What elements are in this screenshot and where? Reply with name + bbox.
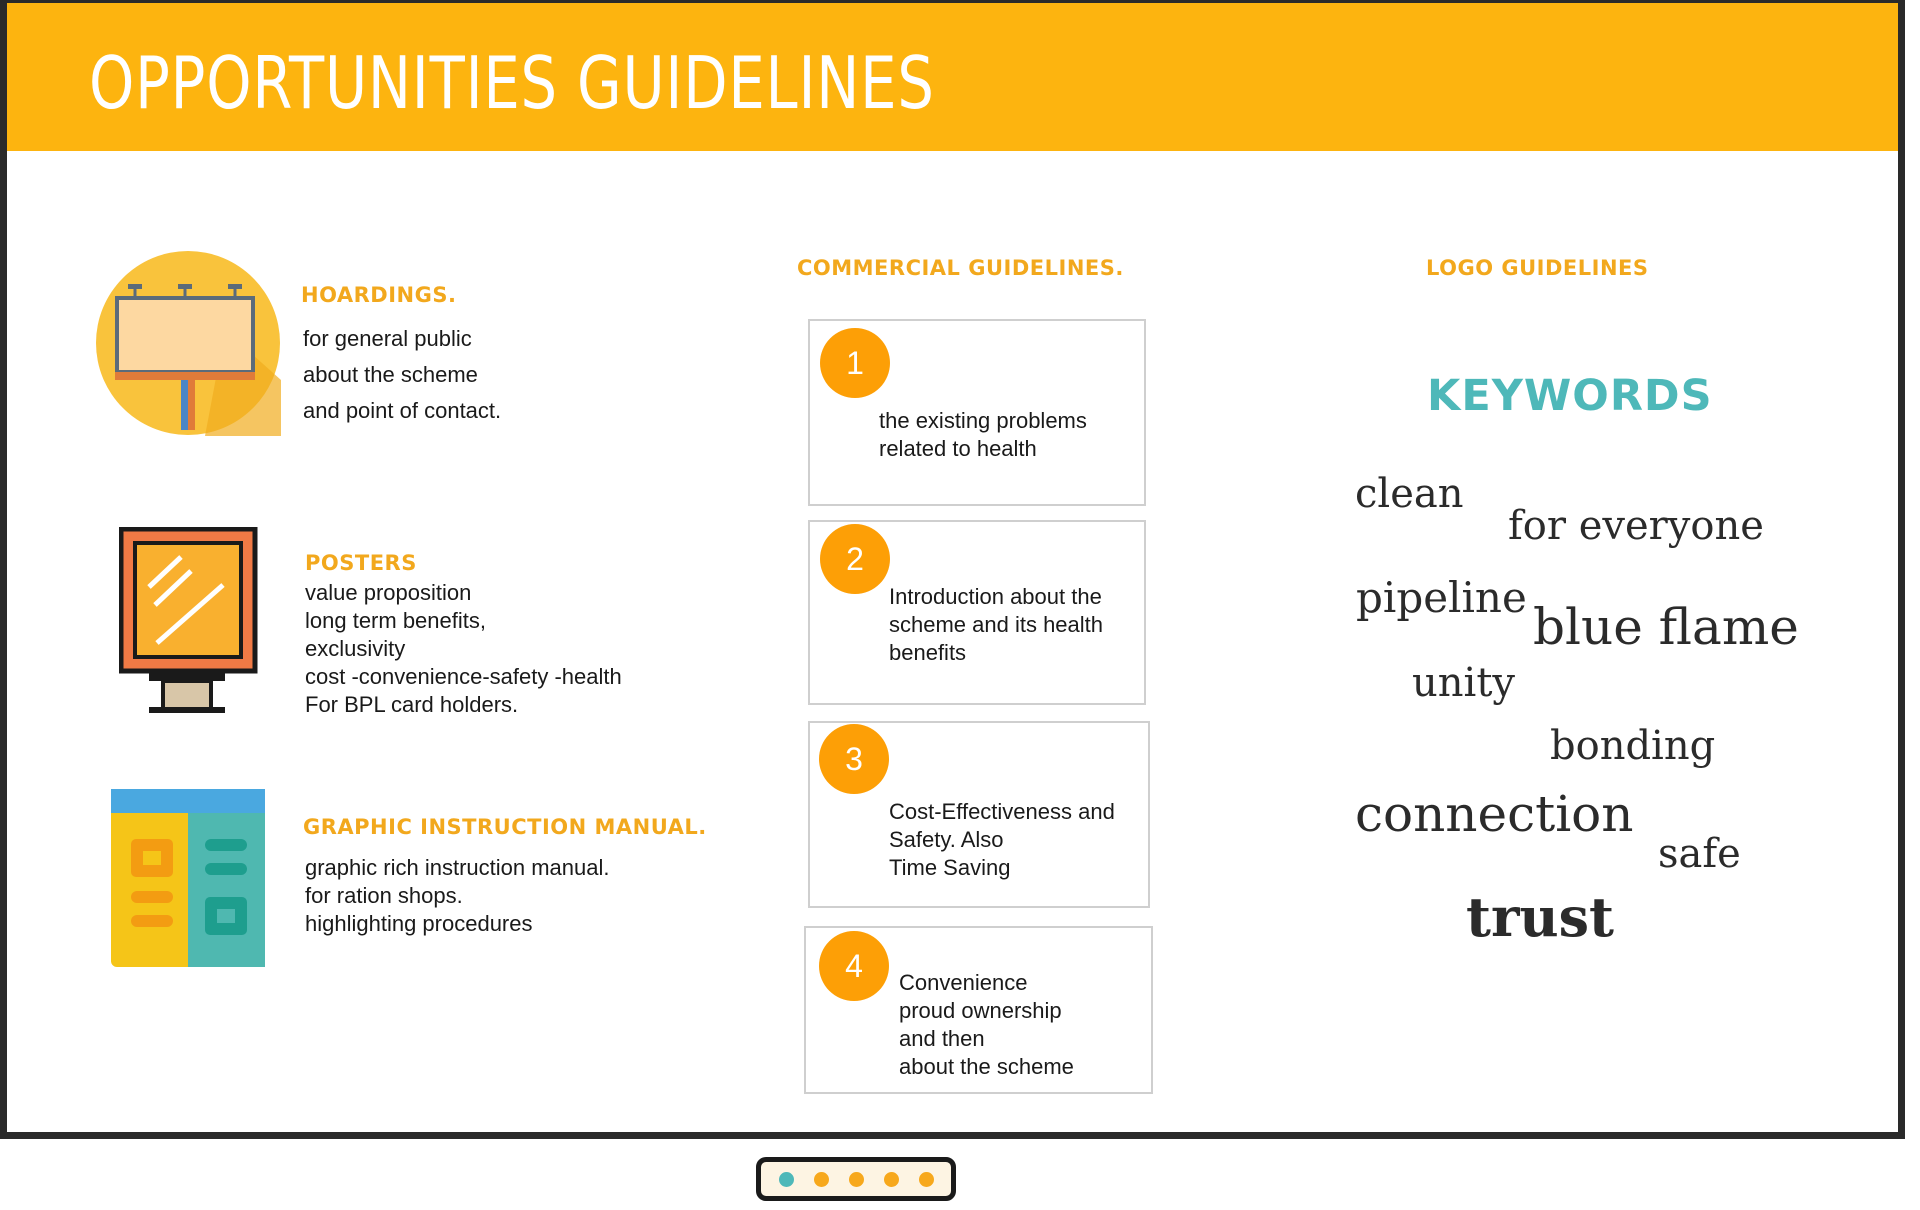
commercial-card <box>808 319 1146 506</box>
card-number-badge: 1 <box>820 328 890 398</box>
page-title: OPPORTUNITIES GUIDELINES <box>89 41 935 125</box>
slide-pagination <box>756 1157 956 1201</box>
card-line: proud ownership <box>899 998 1062 1023</box>
hoardings-line: for general public <box>303 326 472 351</box>
posters-text <box>305 579 622 719</box>
keyword: trust <box>1466 885 1614 949</box>
keyword: unity <box>1412 660 1515 706</box>
card-text <box>899 969 1074 1081</box>
posters-title: POSTERS <box>305 551 417 575</box>
card-line: Time Saving <box>889 855 1011 880</box>
pagination-dot-3[interactable] <box>849 1172 864 1187</box>
card-text <box>889 583 1103 667</box>
posters-line: cost -convenience-safety -health <box>305 664 622 689</box>
poster-icon <box>119 527 259 717</box>
keywords-heading: KEYWORDS <box>1427 371 1713 421</box>
card-line: Cost-Effectiveness and <box>889 799 1115 824</box>
keyword: for everyone <box>1508 503 1764 549</box>
manual-icon <box>111 789 265 967</box>
card-line: Safety. Also <box>889 827 1004 852</box>
logo-title: LOGO GUIDELINES <box>1426 256 1649 280</box>
commercial-card <box>808 721 1150 908</box>
keyword: safe <box>1658 831 1741 877</box>
keyword: pipeline <box>1356 573 1527 622</box>
card-number-badge: 2 <box>820 524 890 594</box>
hoarding-icon <box>95 250 281 436</box>
pagination-dot-4[interactable] <box>884 1172 899 1187</box>
card-number-badge: 4 <box>819 931 889 1001</box>
pagination-dot-5[interactable] <box>919 1172 934 1187</box>
manual-title: GRAPHIC INSTRUCTION MANUAL. <box>303 815 707 839</box>
keyword: clean <box>1355 471 1464 517</box>
hoardings-line: and point of contact. <box>303 398 502 423</box>
card-line: scheme and its health <box>889 612 1104 637</box>
card-text <box>879 407 1087 463</box>
card-line: Introduction about the <box>889 584 1102 609</box>
keyword: blue flame <box>1533 598 1799 656</box>
card-text <box>889 798 1115 882</box>
card-line: the existing problems <box>879 408 1087 433</box>
manual-line: for ration shops. <box>305 883 463 908</box>
card-line: and then <box>899 1026 985 1051</box>
card-line: Convenience <box>899 970 1028 995</box>
hoardings-text <box>303 321 501 429</box>
manual-text <box>305 854 609 938</box>
commercial-card <box>808 520 1146 705</box>
commercial-card <box>804 926 1153 1094</box>
commercial-title: COMMERCIAL GUIDELINES. <box>797 256 1124 280</box>
manual-line: highlighting procedures <box>305 911 533 936</box>
card-line: benefits <box>889 640 967 665</box>
hoardings-line: about the scheme <box>303 362 478 387</box>
header-banner <box>7 3 1898 151</box>
card-line: about the scheme <box>899 1054 1074 1079</box>
posters-line: For BPL card holders. <box>305 692 519 717</box>
pagination-dot-1[interactable] <box>779 1172 794 1187</box>
posters-line: long term benefits, <box>305 608 486 633</box>
card-line: related to health <box>879 436 1037 461</box>
hoardings-title: HOARDINGS. <box>301 283 457 307</box>
keyword: bonding <box>1550 723 1716 769</box>
manual-line: graphic rich instruction manual. <box>305 855 610 880</box>
pagination-dot-2[interactable] <box>814 1172 829 1187</box>
posters-line: exclusivity <box>305 636 406 661</box>
keyword: connection <box>1355 785 1634 843</box>
card-number-badge: 3 <box>819 724 889 794</box>
posters-line: value proposition <box>305 580 472 605</box>
